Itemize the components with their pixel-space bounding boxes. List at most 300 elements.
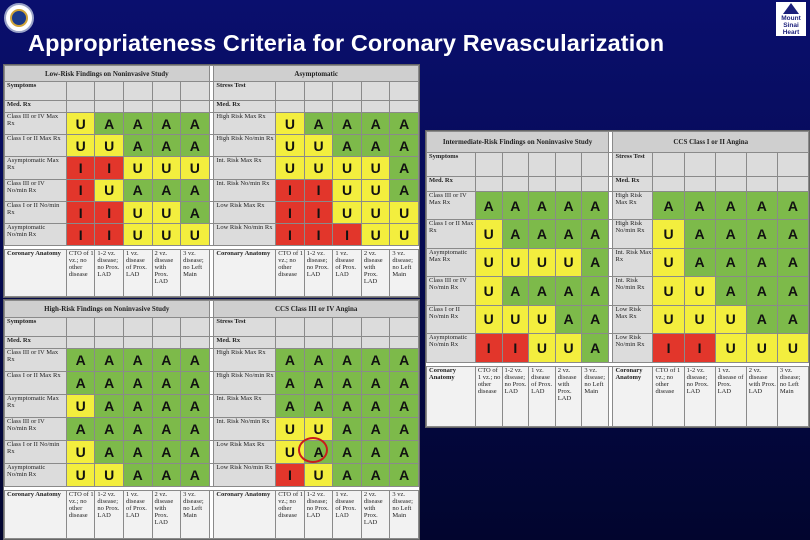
blank-cell xyxy=(304,317,333,336)
blank-cell xyxy=(777,176,808,191)
blank-cell xyxy=(653,176,684,191)
blank-cell xyxy=(684,176,715,191)
rating-cell: U xyxy=(66,112,95,134)
blank-cell xyxy=(181,82,210,101)
rating-cell: U xyxy=(475,248,502,276)
blank-cell xyxy=(95,337,124,349)
rating-cell: A xyxy=(304,372,333,395)
stress-test-label: Stress Test xyxy=(613,152,653,176)
rating-cell: U xyxy=(304,157,333,179)
rating-cell: A xyxy=(684,220,715,248)
rating-cell: U xyxy=(66,395,95,418)
rating-cell: A xyxy=(529,220,556,248)
anatomy-column: 2 vz. disease with Prox. LAD xyxy=(152,249,181,296)
rating-cell: A xyxy=(361,418,390,441)
rating-cell: U xyxy=(333,179,362,201)
rating-cell: A xyxy=(333,464,362,487)
row-label: High Risk Max Rx xyxy=(613,191,653,219)
right-panel-header: Asymptomatic xyxy=(214,66,419,82)
rating-cell: A xyxy=(555,220,582,248)
blank-cell xyxy=(333,337,362,349)
rating-cell: A xyxy=(529,277,556,305)
rating-cell: A xyxy=(152,349,181,372)
row-label: Class I or II No/min Rx xyxy=(5,441,67,464)
rating-cell: U xyxy=(555,334,582,362)
anatomy-column: 1-2 vz. disease; no Prox. LAD xyxy=(95,490,124,538)
rating-cell: I xyxy=(304,224,333,246)
rating-cell: A xyxy=(777,248,808,276)
rating-cell: U xyxy=(653,220,684,248)
row-label: Asymptomatic Max Rx xyxy=(427,248,476,276)
rating-cell: A xyxy=(390,441,419,464)
rating-cell: A xyxy=(181,464,210,487)
blank-cell xyxy=(746,176,777,191)
blank-cell xyxy=(66,317,95,336)
anatomy-column: 3 vz. disease; no Left Main xyxy=(777,366,808,426)
rating-cell: U xyxy=(304,135,333,157)
coronary-anatomy-label: Coronary Anatomy xyxy=(214,490,276,538)
med-rx-label: Med. Rx xyxy=(427,176,476,191)
rating-cell: U xyxy=(361,157,390,179)
coronary-anatomy-label: Coronary Anatomy xyxy=(5,249,67,296)
blank-cell xyxy=(152,101,181,113)
rating-cell: A xyxy=(333,372,362,395)
rating-cell: A xyxy=(66,372,95,395)
row-label: Asymptomatic No/min Rx xyxy=(5,224,67,246)
rating-cell: A xyxy=(390,372,419,395)
rating-cell: U xyxy=(502,305,529,333)
left-panel-header: Intermediate-Risk Findings on Noninvasive Study xyxy=(427,132,609,153)
rating-cell: A xyxy=(66,349,95,372)
rating-cell: A xyxy=(715,248,746,276)
rating-cell: U xyxy=(123,157,152,179)
rating-cell: A xyxy=(152,464,181,487)
rating-cell: A xyxy=(653,191,684,219)
anatomy-column: 1 vz. disease of Prox. LAD xyxy=(123,249,152,296)
blank-cell xyxy=(181,101,210,113)
rating-cell: A xyxy=(123,418,152,441)
row-label: Class I or II Max Rx xyxy=(427,220,476,248)
rating-cell: U xyxy=(475,305,502,333)
blank-cell xyxy=(653,152,684,176)
rating-cell: I xyxy=(276,179,305,201)
rating-cell: A xyxy=(181,395,210,418)
row-label: Class I or II No/min Rx xyxy=(5,201,67,223)
anatomy-column: 3 vz. disease; no Left Main xyxy=(181,490,210,538)
blank-cell xyxy=(276,337,305,349)
symptoms-label: Symptoms xyxy=(5,82,67,101)
rating-cell: U xyxy=(715,334,746,362)
rating-cell: A xyxy=(152,179,181,201)
rating-cell: A xyxy=(390,157,419,179)
rating-cell: U xyxy=(653,248,684,276)
blank-cell xyxy=(684,152,715,176)
anatomy-column: 1 vz. disease of Prox. LAD xyxy=(333,490,362,538)
rating-cell: A xyxy=(181,441,210,464)
blank-cell xyxy=(475,176,502,191)
rating-cell: A xyxy=(152,112,181,134)
rating-cell: A xyxy=(555,191,582,219)
rating-cell: A xyxy=(746,277,777,305)
rating-cell: U xyxy=(152,201,181,223)
coronary-anatomy-label: Coronary Anatomy xyxy=(613,366,653,426)
rating-cell: U xyxy=(123,201,152,223)
row-label: Int. Risk Max Rx xyxy=(214,157,276,179)
row-label: Class III or IV Max Rx xyxy=(5,349,67,372)
rating-cell: U xyxy=(95,135,124,157)
row-label: High Risk Max Rx xyxy=(214,349,276,372)
rating-cell: A xyxy=(276,349,305,372)
anatomy-column: 2 vz. disease with Prox. LAD xyxy=(555,366,582,426)
anatomy-column: 3 vz. disease; no Left Main xyxy=(181,249,210,296)
row-label: Class III or IV Max Rx xyxy=(5,112,67,134)
blank-cell xyxy=(123,82,152,101)
rating-cell: A xyxy=(152,395,181,418)
row-label: Class I or II No/min Rx xyxy=(427,305,476,333)
rating-cell: I xyxy=(276,201,305,223)
row-label: Low Risk No/min Rx xyxy=(613,334,653,362)
anatomy-column: 1 vz. disease of Prox. LAD xyxy=(715,366,746,426)
rating-cell: U xyxy=(276,135,305,157)
rating-cell: I xyxy=(475,334,502,362)
row-label: Int. Risk No/min Rx xyxy=(214,418,276,441)
rating-cell: U xyxy=(653,305,684,333)
row-label: High Risk Max Rx xyxy=(214,112,276,134)
rating-cell: A xyxy=(123,464,152,487)
mount-sinai-logo xyxy=(776,2,806,36)
blank-cell xyxy=(502,152,529,176)
rating-cell: U xyxy=(276,112,305,134)
rating-cell: A xyxy=(715,191,746,219)
anatomy-column: 2 vz. disease with Prox. LAD xyxy=(361,249,390,296)
blank-cell xyxy=(555,152,582,176)
rating-cell: A xyxy=(361,135,390,157)
coronary-anatomy-label: Coronary Anatomy xyxy=(214,249,276,296)
rating-cell: A xyxy=(777,305,808,333)
rating-cell: A xyxy=(555,305,582,333)
blank-cell xyxy=(181,317,210,336)
med-rx-label: Med. Rx xyxy=(5,101,67,113)
blank-cell xyxy=(582,176,609,191)
row-label: Int. Risk Max Rx xyxy=(214,395,276,418)
blank-cell xyxy=(304,101,333,113)
rating-cell: A xyxy=(361,349,390,372)
rating-cell: I xyxy=(684,334,715,362)
rating-cell: A xyxy=(152,441,181,464)
anatomy-column: CTO of 1 vz.; no other disease xyxy=(475,366,502,426)
anatomy-column: 1-2 vz. disease; no Prox. LAD xyxy=(684,366,715,426)
blank-cell xyxy=(181,337,210,349)
rating-cell: A xyxy=(777,191,808,219)
blank-cell xyxy=(715,152,746,176)
rating-cell: U xyxy=(361,201,390,223)
criteria-table xyxy=(4,300,419,539)
rating-cell: A xyxy=(715,277,746,305)
anatomy-column: 1-2 vz. disease; no Prox. LAD xyxy=(304,249,333,296)
rating-cell: A xyxy=(304,441,333,464)
rating-cell: A xyxy=(152,135,181,157)
rating-cell: I xyxy=(304,201,333,223)
blank-cell xyxy=(123,317,152,336)
coronary-anatomy-label: Coronary Anatomy xyxy=(5,490,67,538)
rating-cell: A xyxy=(746,220,777,248)
row-label: Low Risk No/min Rx xyxy=(214,224,276,246)
logo-text-1: Mount xyxy=(781,15,801,22)
rating-cell: A xyxy=(361,464,390,487)
rating-cell: A xyxy=(152,372,181,395)
rating-cell: A xyxy=(502,191,529,219)
row-label: Int. Risk Max Rx xyxy=(613,248,653,276)
stress-test-label: Stress Test xyxy=(214,317,276,336)
rating-cell: I xyxy=(66,179,95,201)
rating-cell: U xyxy=(181,224,210,246)
rating-cell: A xyxy=(95,418,124,441)
criteria-table xyxy=(426,131,809,427)
rating-cell: I xyxy=(95,224,124,246)
rating-cell: A xyxy=(475,191,502,219)
row-label: Asymptomatic Max Rx xyxy=(5,157,67,179)
row-label: Int. Risk No/min Rx xyxy=(613,277,653,305)
rating-cell: I xyxy=(66,201,95,223)
rating-cell: A xyxy=(181,418,210,441)
anatomy-column: CTO of 1 vz.; no other disease xyxy=(66,249,95,296)
rating-cell: A xyxy=(181,179,210,201)
rating-cell: A xyxy=(777,277,808,305)
logo-text-3: Heart xyxy=(782,29,800,36)
stress-test-label: Stress Test xyxy=(214,82,276,101)
rating-cell: U xyxy=(475,220,502,248)
blank-cell xyxy=(66,337,95,349)
rating-cell: A xyxy=(390,112,419,134)
rating-cell: U xyxy=(95,179,124,201)
blank-cell xyxy=(361,101,390,113)
row-label: Class III or IV Max Rx xyxy=(427,191,476,219)
blank-cell xyxy=(333,101,362,113)
rating-cell: U xyxy=(66,441,95,464)
rating-cell: A xyxy=(66,418,95,441)
blank-cell xyxy=(66,101,95,113)
symptoms-label: Symptoms xyxy=(427,152,476,176)
rating-cell: A xyxy=(390,349,419,372)
row-label: High Risk No/min Rx xyxy=(613,220,653,248)
med-rx-label: Med. Rx xyxy=(613,176,653,191)
rating-cell: A xyxy=(276,372,305,395)
anatomy-column: CTO of 1 vz.; no other disease xyxy=(66,490,95,538)
rating-cell: A xyxy=(123,349,152,372)
anatomy-column: 1-2 vz. disease; no Prox. LAD xyxy=(95,249,124,296)
row-label: Class III or IV No/min Rx xyxy=(5,418,67,441)
rating-cell: U xyxy=(276,418,305,441)
rating-cell: I xyxy=(66,224,95,246)
rating-cell: A xyxy=(181,349,210,372)
rating-cell: A xyxy=(715,220,746,248)
rating-cell: A xyxy=(390,464,419,487)
anatomy-column: 1-2 vz. disease; no Prox. LAD xyxy=(304,490,333,538)
blank-cell xyxy=(390,317,419,336)
rating-cell: U xyxy=(529,248,556,276)
rating-cell: A xyxy=(582,334,609,362)
row-label: Class III or IV No/min Rx xyxy=(427,277,476,305)
rating-cell: A xyxy=(333,135,362,157)
rating-cell: A xyxy=(95,395,124,418)
anatomy-column: 1 vz. disease of Prox. LAD xyxy=(123,490,152,538)
rating-cell: I xyxy=(95,157,124,179)
med-rx-label: Med. Rx xyxy=(214,101,276,113)
rating-cell: A xyxy=(582,305,609,333)
rating-cell: U xyxy=(529,305,556,333)
rating-cell: A xyxy=(502,277,529,305)
rating-cell: A xyxy=(390,179,419,201)
rating-cell: A xyxy=(304,349,333,372)
blank-cell xyxy=(529,176,556,191)
rating-cell: A xyxy=(582,277,609,305)
rating-cell: A xyxy=(777,220,808,248)
rating-cell: U xyxy=(684,277,715,305)
right-panel-header: CCS Class III or IV Angina xyxy=(214,301,419,318)
anatomy-column: 3 vz. disease; no Left Main xyxy=(582,366,609,426)
blank-cell xyxy=(502,176,529,191)
rating-cell: A xyxy=(333,395,362,418)
panel-intermediate-risk xyxy=(425,130,810,428)
rating-cell: A xyxy=(582,191,609,219)
rating-cell: A xyxy=(181,135,210,157)
rating-cell: A xyxy=(555,277,582,305)
row-label: Low Risk Max Rx xyxy=(214,441,276,464)
rating-cell: I xyxy=(333,224,362,246)
rating-cell: I xyxy=(502,334,529,362)
row-label: Low Risk Max Rx xyxy=(613,305,653,333)
rating-cell: A xyxy=(95,349,124,372)
symptoms-label: Symptoms xyxy=(5,317,67,336)
panel-low-risk xyxy=(3,64,420,298)
rating-cell: A xyxy=(582,248,609,276)
rating-cell: I xyxy=(276,224,305,246)
blank-cell xyxy=(715,176,746,191)
rating-cell: U xyxy=(653,277,684,305)
blank-cell xyxy=(152,82,181,101)
anatomy-column: 2 vz. disease with Prox. LAD xyxy=(746,366,777,426)
rating-cell: I xyxy=(66,157,95,179)
blank-cell xyxy=(390,101,419,113)
rating-cell: U xyxy=(152,157,181,179)
row-label: Asymptomatic No/min Rx xyxy=(427,334,476,362)
rating-cell: U xyxy=(390,224,419,246)
rating-cell: A xyxy=(152,418,181,441)
criteria-table xyxy=(4,65,419,297)
row-label: High Risk No/min Rx xyxy=(214,372,276,395)
slide-title: Appropriateness Criteria for Coronary Revascularization xyxy=(28,30,665,56)
rating-cell: I xyxy=(95,201,124,223)
rating-cell: A xyxy=(361,441,390,464)
rating-cell: A xyxy=(123,179,152,201)
rating-cell: A xyxy=(276,395,305,418)
row-label: Low Risk No/min Rx xyxy=(214,464,276,487)
rating-cell: U xyxy=(123,224,152,246)
rating-cell: U xyxy=(333,157,362,179)
rating-cell: A xyxy=(95,441,124,464)
rating-cell: U xyxy=(361,179,390,201)
row-label: Class I or II Max Rx xyxy=(5,135,67,157)
blank-cell xyxy=(333,317,362,336)
rating-cell: U xyxy=(276,441,305,464)
rating-cell: A xyxy=(746,248,777,276)
blank-cell xyxy=(66,82,95,101)
blank-cell xyxy=(95,101,124,113)
blank-cell xyxy=(123,101,152,113)
row-label: Asymptomatic Max Rx xyxy=(5,395,67,418)
blank-cell xyxy=(390,337,419,349)
blank-cell xyxy=(582,152,609,176)
anatomy-column: 3 vz. disease; no Left Main xyxy=(390,490,419,538)
row-label: High Risk No/min Rx xyxy=(214,135,276,157)
rating-cell: I xyxy=(276,464,305,487)
rating-cell: A xyxy=(123,441,152,464)
left-panel-header: Low-Risk Findings on Noninvasive Study xyxy=(5,66,210,82)
anatomy-column: CTO of 1 vz.; no other disease xyxy=(276,249,305,296)
blank-cell xyxy=(304,337,333,349)
rating-cell: A xyxy=(123,395,152,418)
blank-cell xyxy=(152,337,181,349)
rating-cell: A xyxy=(333,112,362,134)
anatomy-column: 1-2 vz. disease; no Prox. LAD xyxy=(502,366,529,426)
rating-cell: U xyxy=(777,334,808,362)
blank-cell xyxy=(746,152,777,176)
rating-cell: A xyxy=(181,201,210,223)
rating-cell: U xyxy=(152,224,181,246)
rating-cell: A xyxy=(746,305,777,333)
blank-cell xyxy=(361,317,390,336)
rating-cell: U xyxy=(304,464,333,487)
rating-cell: U xyxy=(555,248,582,276)
anatomy-column: CTO of 1 vz.; no other disease xyxy=(653,366,684,426)
blank-cell xyxy=(777,152,808,176)
blank-cell xyxy=(333,82,362,101)
blank-cell xyxy=(152,317,181,336)
rating-cell: I xyxy=(653,334,684,362)
rating-cell: U xyxy=(390,201,419,223)
anatomy-column: CTO of 1 vz.; no other disease xyxy=(276,490,305,538)
rating-cell: A xyxy=(746,191,777,219)
rating-cell: U xyxy=(333,201,362,223)
logo-text-2: Sinai xyxy=(783,22,799,29)
blank-cell xyxy=(95,82,124,101)
rating-cell: A xyxy=(333,349,362,372)
left-panel-header: High-Risk Findings on Noninvasive Study xyxy=(5,301,210,318)
blank-cell xyxy=(95,317,124,336)
rating-cell: A xyxy=(181,372,210,395)
rating-cell: U xyxy=(276,157,305,179)
rating-cell: A xyxy=(181,112,210,134)
blank-cell xyxy=(304,82,333,101)
rating-cell: A xyxy=(684,191,715,219)
mountain-icon xyxy=(783,3,799,14)
rating-cell: U xyxy=(304,418,333,441)
rating-cell: A xyxy=(304,112,333,134)
med-rx-label: Med. Rx xyxy=(5,337,67,349)
rating-cell: A xyxy=(390,395,419,418)
rating-cell: A xyxy=(361,395,390,418)
rating-cell: U xyxy=(181,157,210,179)
coronary-anatomy-label: Coronary Anatomy xyxy=(427,366,476,426)
rating-cell: A xyxy=(95,112,124,134)
row-label: Class I or II Max Rx xyxy=(5,372,67,395)
rating-cell: A xyxy=(123,135,152,157)
anatomy-column: 2 vz. disease with Prox. LAD xyxy=(152,490,181,538)
blank-cell xyxy=(276,101,305,113)
rating-cell: A xyxy=(390,135,419,157)
rating-cell: A xyxy=(361,372,390,395)
rating-cell: A xyxy=(502,220,529,248)
